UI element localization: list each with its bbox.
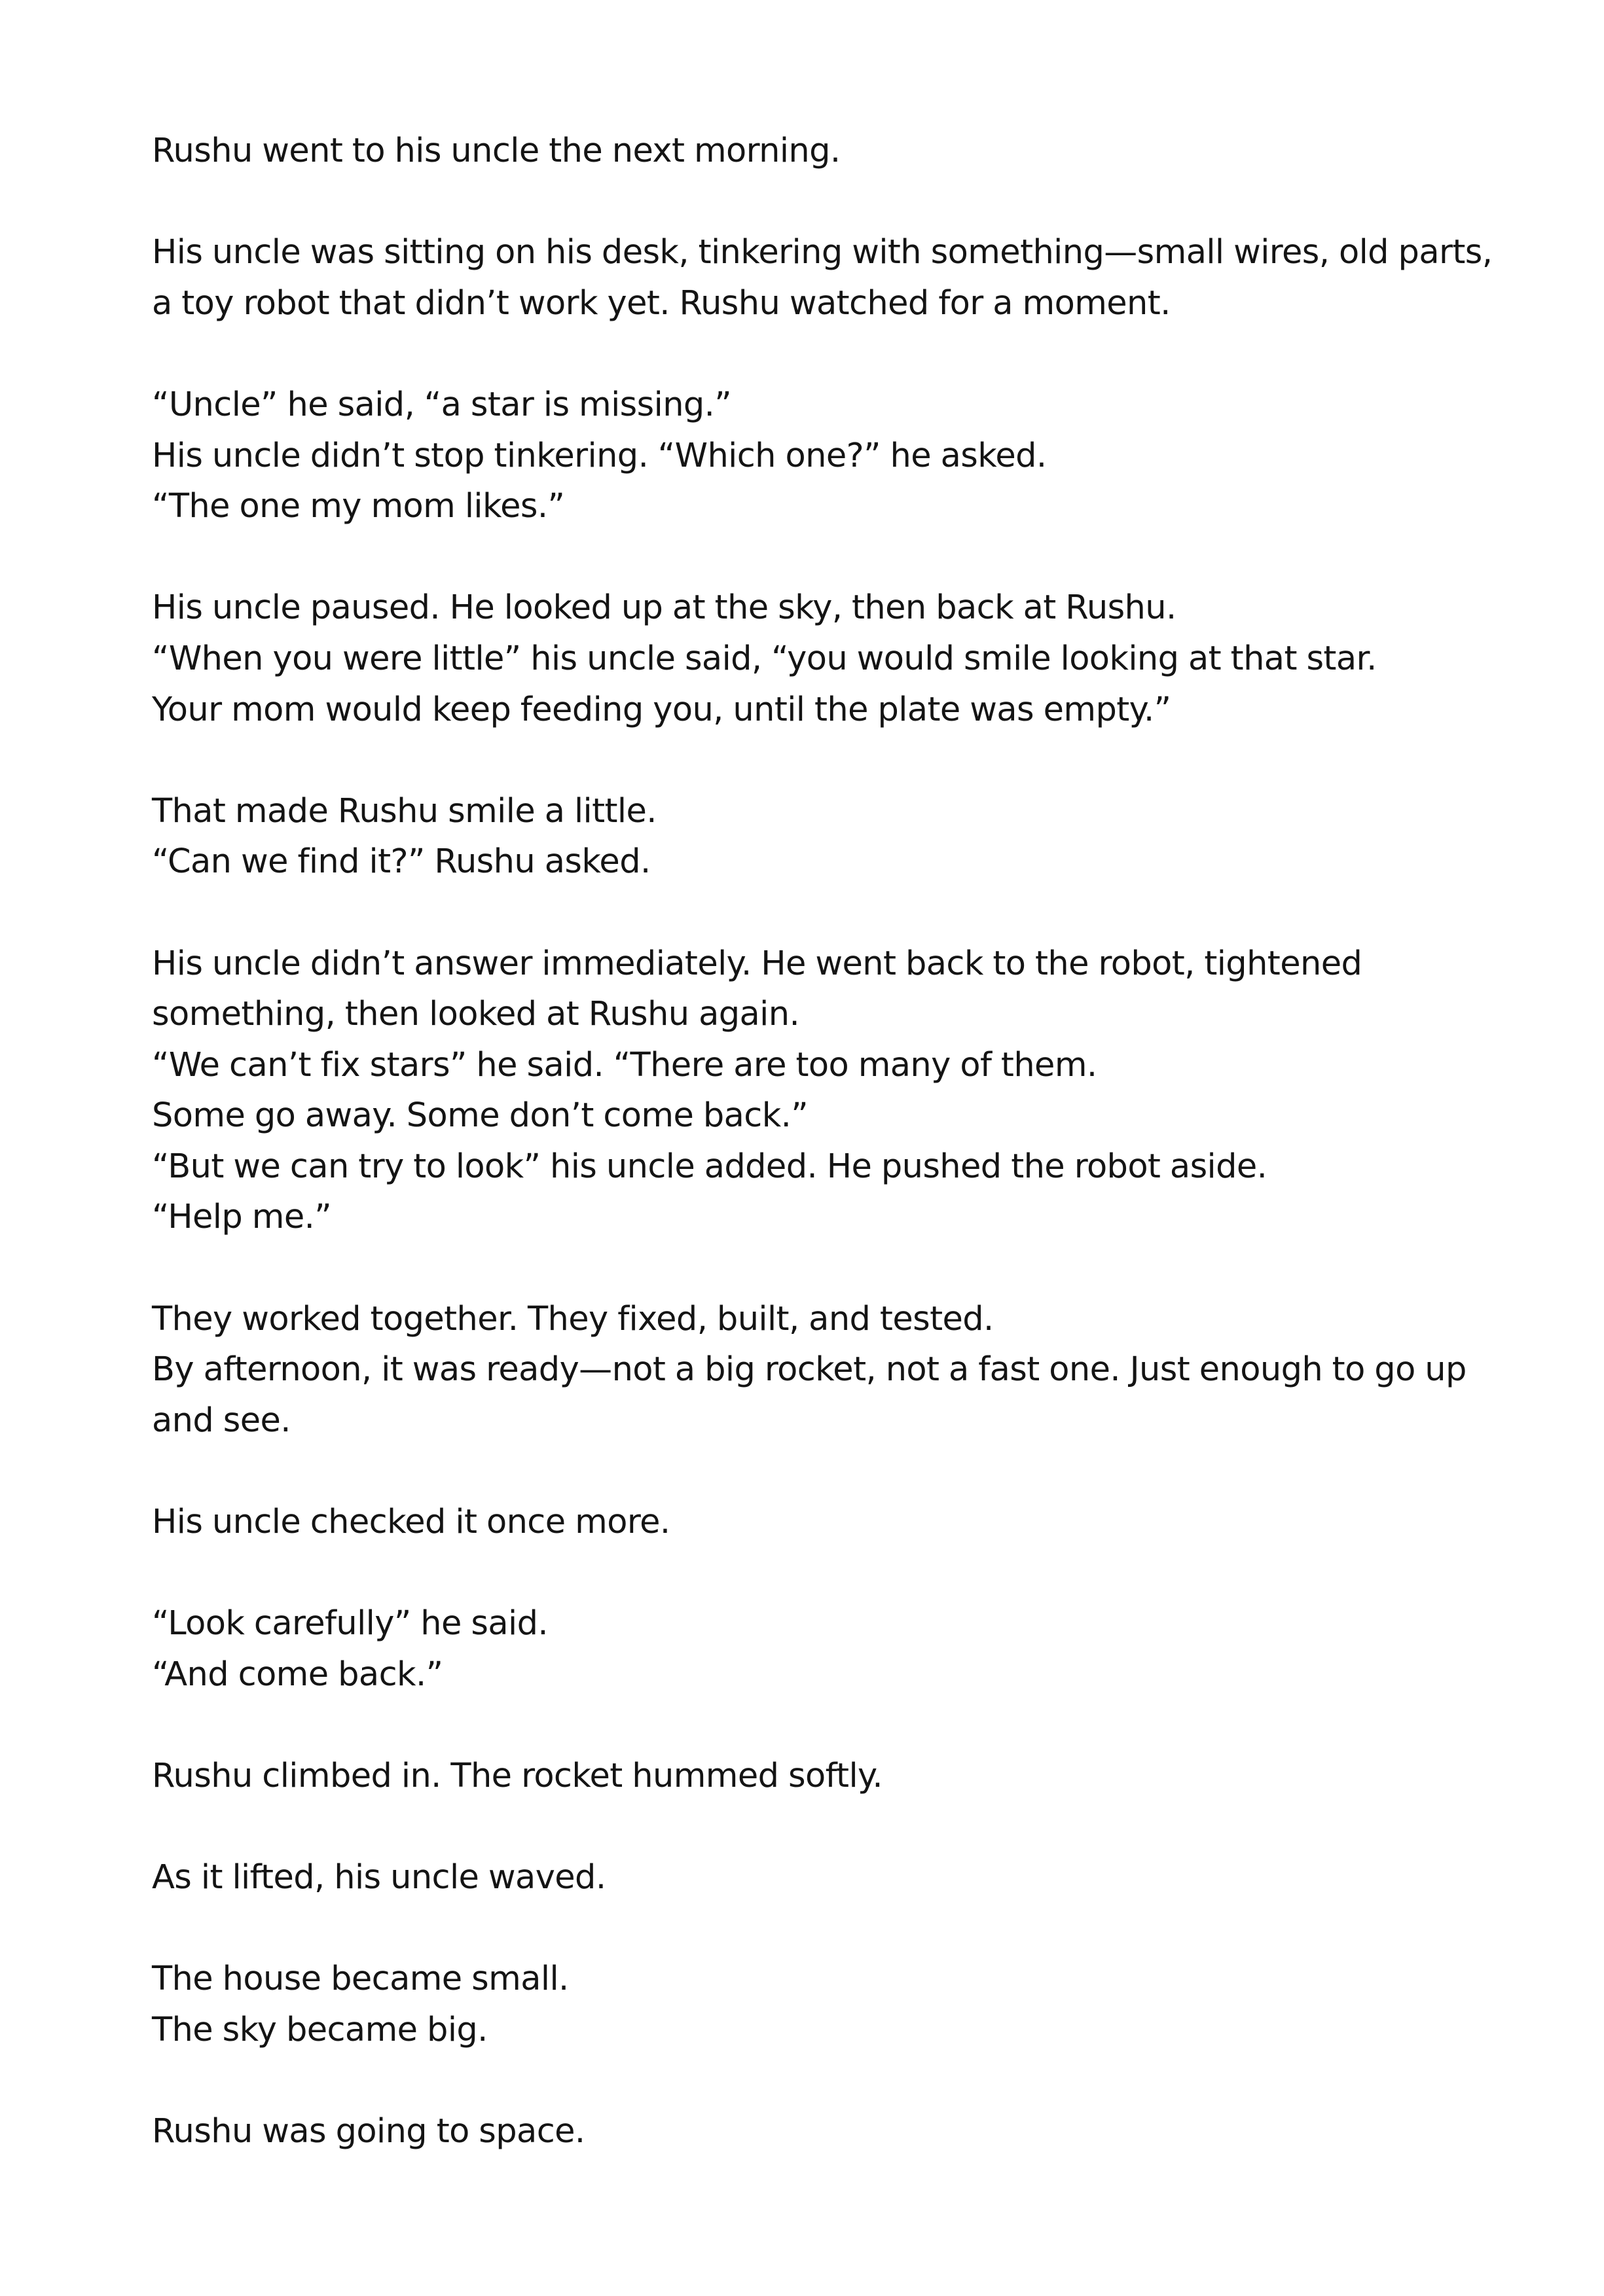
text-line: something, then looked at Rushu again. xyxy=(152,995,800,1034)
text-line: They worked together. They fixed, built, and tested. xyxy=(152,1299,994,1338)
paragraph xyxy=(152,380,1481,532)
text-line: “Can we find it?” Rushu asked. xyxy=(152,842,651,882)
text-line: Rushu climbed in. The rocket hummed softly. xyxy=(152,1757,883,1795)
text-line: Your mom would keep feeding you, until the plate was empty.” xyxy=(152,690,1171,729)
paragraph xyxy=(152,1598,1481,1700)
text-line: That made Rushu smile a little. xyxy=(152,791,657,831)
paragraph xyxy=(152,939,1481,1244)
text-line: The house became small. xyxy=(152,1960,569,1999)
text-line: The sky became big. xyxy=(152,2010,488,2049)
text-line: “The one my mom likes.” xyxy=(152,487,565,526)
paragraph xyxy=(152,1497,1481,1548)
text-line: Rushu went to his uncle the next morning. xyxy=(152,132,841,170)
text-line: “And come back.” xyxy=(152,1655,443,1694)
text-line: “When you were little” his uncle said, “you would smile looking at that star. xyxy=(152,639,1377,678)
text-line: His uncle checked it once more. xyxy=(152,1503,670,1542)
text-line: “But we can try to look” his uncle added. He pushed the robot aside. xyxy=(152,1147,1267,1186)
text-line: Rushu was going to space. xyxy=(152,2112,585,2151)
text-line: His uncle didn’t stop tinkering. “Which one?” he asked. xyxy=(152,436,1047,475)
text-line: As it lifted, his uncle waved. xyxy=(152,1858,606,1897)
paragraph xyxy=(152,126,1481,177)
story-text xyxy=(152,126,1493,2157)
paragraph xyxy=(152,1294,1481,1446)
text-line: a toy robot that didn’t work yet. Rushu watched for a moment. xyxy=(152,283,1171,323)
paragraph xyxy=(152,1954,1481,2055)
paragraph xyxy=(152,583,1481,735)
paragraph xyxy=(152,2106,1481,2157)
text-line: His uncle paused. He looked up at the sky, then back at Rushu. xyxy=(152,588,1176,628)
paragraph xyxy=(152,1852,1481,1903)
paragraph xyxy=(152,786,1481,888)
text-line: Some go away. Some don’t come back.” xyxy=(152,1096,809,1136)
text-line: By afternoon, it was ready—not a big rocket, not a fast one. Just enough to go up xyxy=(152,1350,1467,1390)
text-line: “We can’t fix stars” he said. “There are too many of them. xyxy=(152,1045,1097,1085)
text-line: “Uncle” he said, “a star is missing.” xyxy=(152,385,732,424)
text-line: “Look carefully” he said. xyxy=(152,1604,548,1643)
text-line: His uncle was sitting on his desk, tinkering with something—small wires, old parts, xyxy=(152,233,1493,272)
text-line: and see. xyxy=(152,1401,291,1440)
text-line: “Help me.” xyxy=(152,1198,332,1237)
paragraph xyxy=(152,227,1493,329)
text-line: His uncle didn’t answer immediately. He went back to the robot, tightened xyxy=(152,944,1362,983)
paragraph xyxy=(152,1751,1481,1802)
